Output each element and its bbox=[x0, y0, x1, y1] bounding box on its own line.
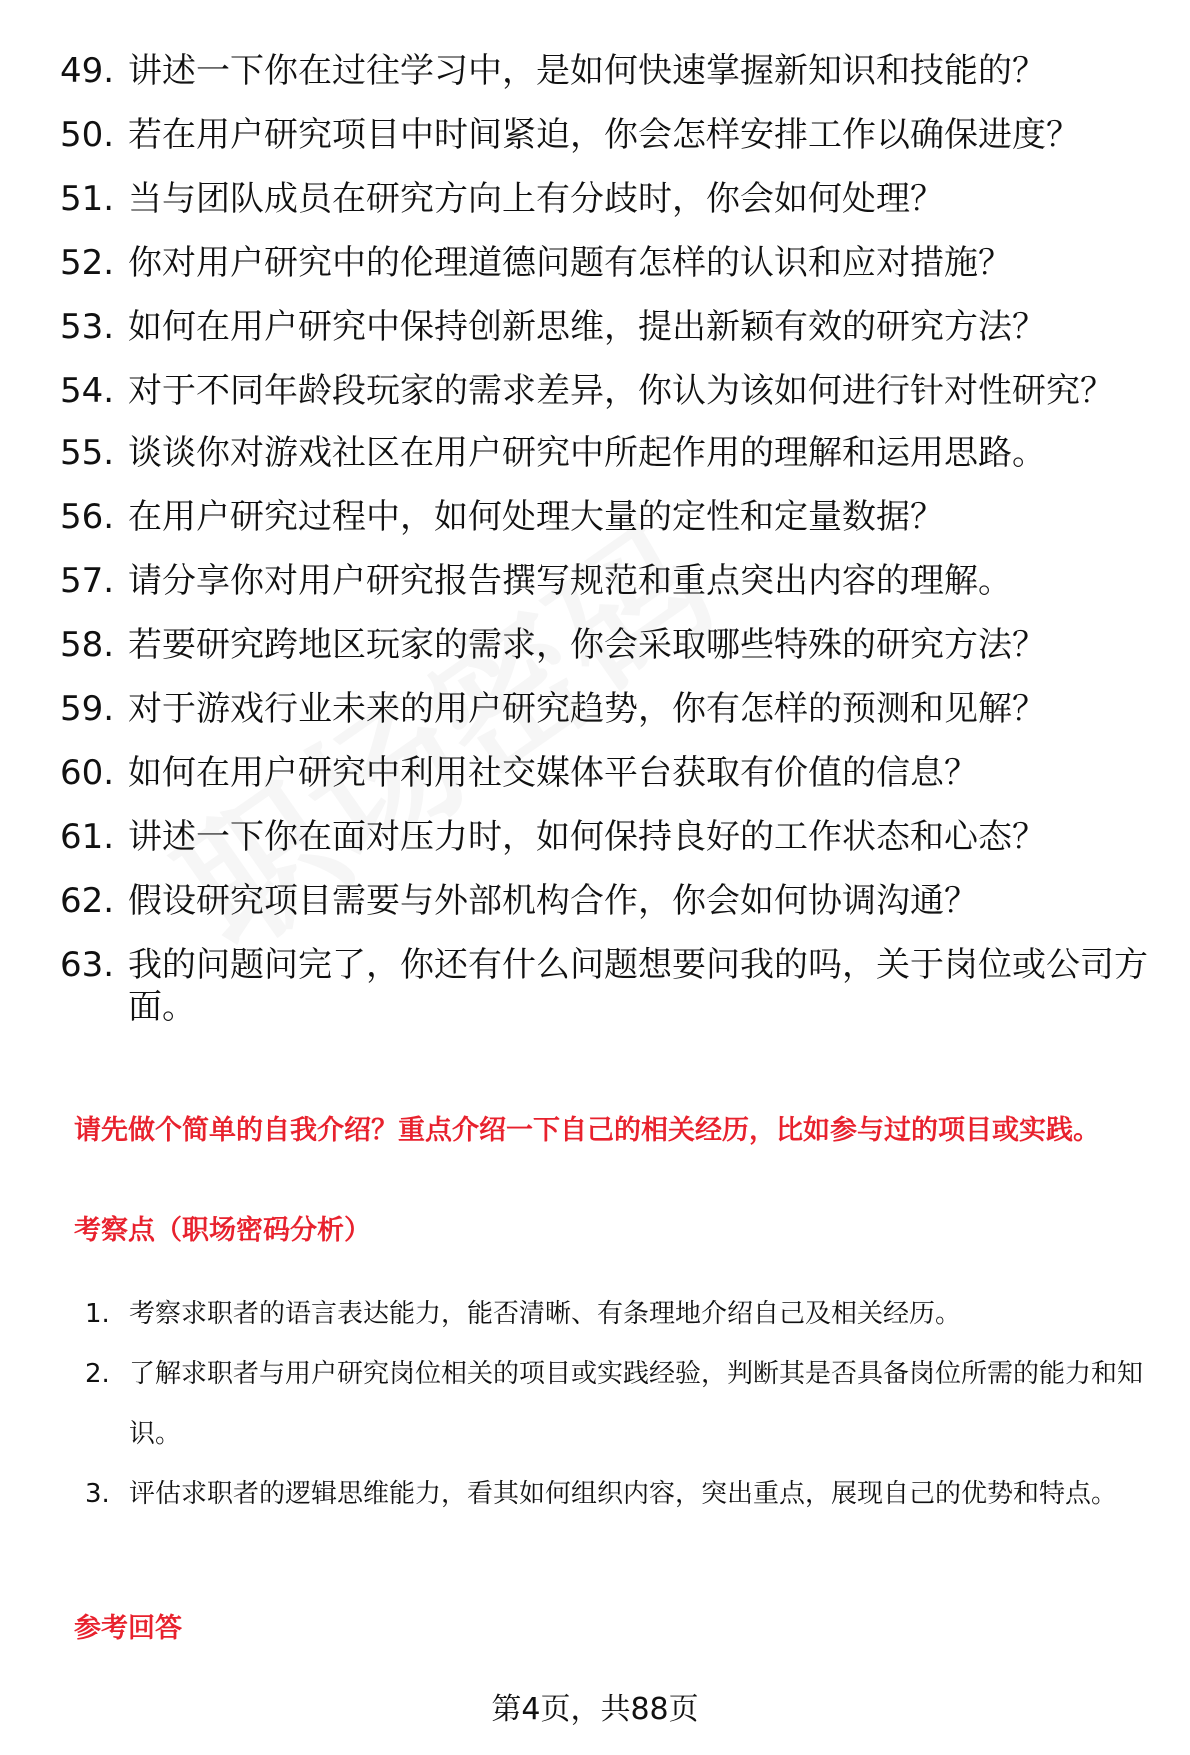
point-number: 3. bbox=[85, 1479, 110, 1509]
list-item bbox=[60, 370, 1150, 412]
question-text: 当与团队成员在研究方向上有分歧时，你会如何处理？ bbox=[128, 179, 944, 219]
list-item bbox=[60, 178, 1150, 220]
point-number: 2. bbox=[85, 1359, 110, 1389]
question-text: 你对用户研究中的伦理道德问题有怎样的认识和应对措施？ bbox=[128, 243, 1012, 283]
list-item bbox=[85, 1284, 1165, 1344]
question-text: 请分享你对用户研究报告撰写规范和重点突出内容的理解。 bbox=[128, 561, 1012, 601]
list-item bbox=[60, 816, 1150, 858]
question-text: 谈谈你对游戏社区在用户研究中所起作用的理解和运用思路。 bbox=[128, 433, 1046, 473]
list-item bbox=[60, 306, 1150, 348]
list-item bbox=[85, 1344, 1165, 1464]
list-item bbox=[60, 688, 1150, 730]
question-number: 63. bbox=[60, 945, 115, 985]
list-item bbox=[60, 624, 1150, 666]
list-item bbox=[60, 50, 1150, 92]
list-item bbox=[60, 242, 1150, 284]
analysis-points-list bbox=[85, 1284, 1165, 1524]
question-number: 59. bbox=[60, 689, 115, 729]
page-footer: 第4页，共88页 bbox=[491, 1692, 699, 1727]
question-text: 讲述一下你在面对压力时，如何保持良好的工作状态和心态？ bbox=[128, 817, 1046, 857]
question-text: 对于不同年龄段玩家的需求差异，你认为该如何进行针对性研究？ bbox=[128, 371, 1114, 411]
question-number: 57. bbox=[60, 561, 115, 601]
question-number: 60. bbox=[60, 753, 115, 793]
list-item bbox=[60, 432, 1150, 474]
question-number: 58. bbox=[60, 625, 115, 665]
question-number: 61. bbox=[60, 817, 115, 857]
question-text: 如何在用户研究中保持创新思维，提出新颖有效的研究方法？ bbox=[128, 307, 1046, 347]
intro-question: 请先做个简单的自我介绍？重点介绍一下自己的相关经历，比如参与过的项目或实践。 bbox=[74, 1115, 1100, 1146]
question-text: 对于游戏行业未来的用户研究趋势，你有怎样的预测和见解？ bbox=[128, 689, 1046, 729]
list-item bbox=[85, 1464, 1165, 1524]
question-text: 若要研究跨地区玩家的需求，你会采取哪些特殊的研究方法？ bbox=[128, 625, 1046, 665]
list-item bbox=[60, 114, 1150, 156]
list-item bbox=[60, 752, 1150, 794]
point-number: 1. bbox=[85, 1299, 110, 1329]
question-list bbox=[60, 50, 1150, 1048]
question-number: 52. bbox=[60, 243, 115, 283]
question-text: 讲述一下你在过往学习中，是如何快速掌握新知识和技能的？ bbox=[128, 51, 1046, 91]
question-number: 51. bbox=[60, 179, 115, 219]
question-number: 49. bbox=[60, 51, 115, 91]
question-number: 55. bbox=[60, 433, 115, 473]
list-item bbox=[60, 880, 1150, 922]
analysis-heading: 考察点（职场密码分析） bbox=[74, 1215, 371, 1246]
point-text: 了解求职者与用户研究岗位相关的项目或实践经验，判断其是否具备岗位所需的能力和知识。 bbox=[129, 1359, 1144, 1449]
question-text: 如何在用户研究中利用社交媒体平台获取有价值的信息？ bbox=[128, 753, 978, 793]
point-text: 考察求职者的语言表达能力，能否清晰、有条理地介绍自己及相关经历。 bbox=[129, 1299, 962, 1329]
question-number: 50. bbox=[60, 115, 115, 155]
question-number: 56. bbox=[60, 497, 115, 537]
question-number: 62. bbox=[60, 881, 115, 921]
list-item bbox=[60, 560, 1150, 602]
list-item bbox=[60, 944, 1150, 1028]
list-item bbox=[60, 496, 1150, 538]
question-number: 53. bbox=[60, 307, 115, 347]
question-text: 假设研究项目需要与外部机构合作，你会如何协调沟通？ bbox=[128, 881, 978, 921]
question-text: 我的问题问完了，你还有什么问题想要问我的吗，关于岗位或公司方面。 bbox=[128, 945, 1148, 1027]
question-number: 54. bbox=[60, 371, 115, 411]
question-text: 在用户研究过程中，如何处理大量的定性和定量数据？ bbox=[128, 497, 944, 537]
question-text: 若在用户研究项目中时间紧迫，你会怎样安排工作以确保进度？ bbox=[128, 115, 1080, 155]
reference-answer-heading: 参考回答 bbox=[74, 1613, 182, 1644]
point-text: 评估求职者的逻辑思维能力，看其如何组织内容，突出重点，展现自己的优势和特点。 bbox=[129, 1479, 1118, 1509]
